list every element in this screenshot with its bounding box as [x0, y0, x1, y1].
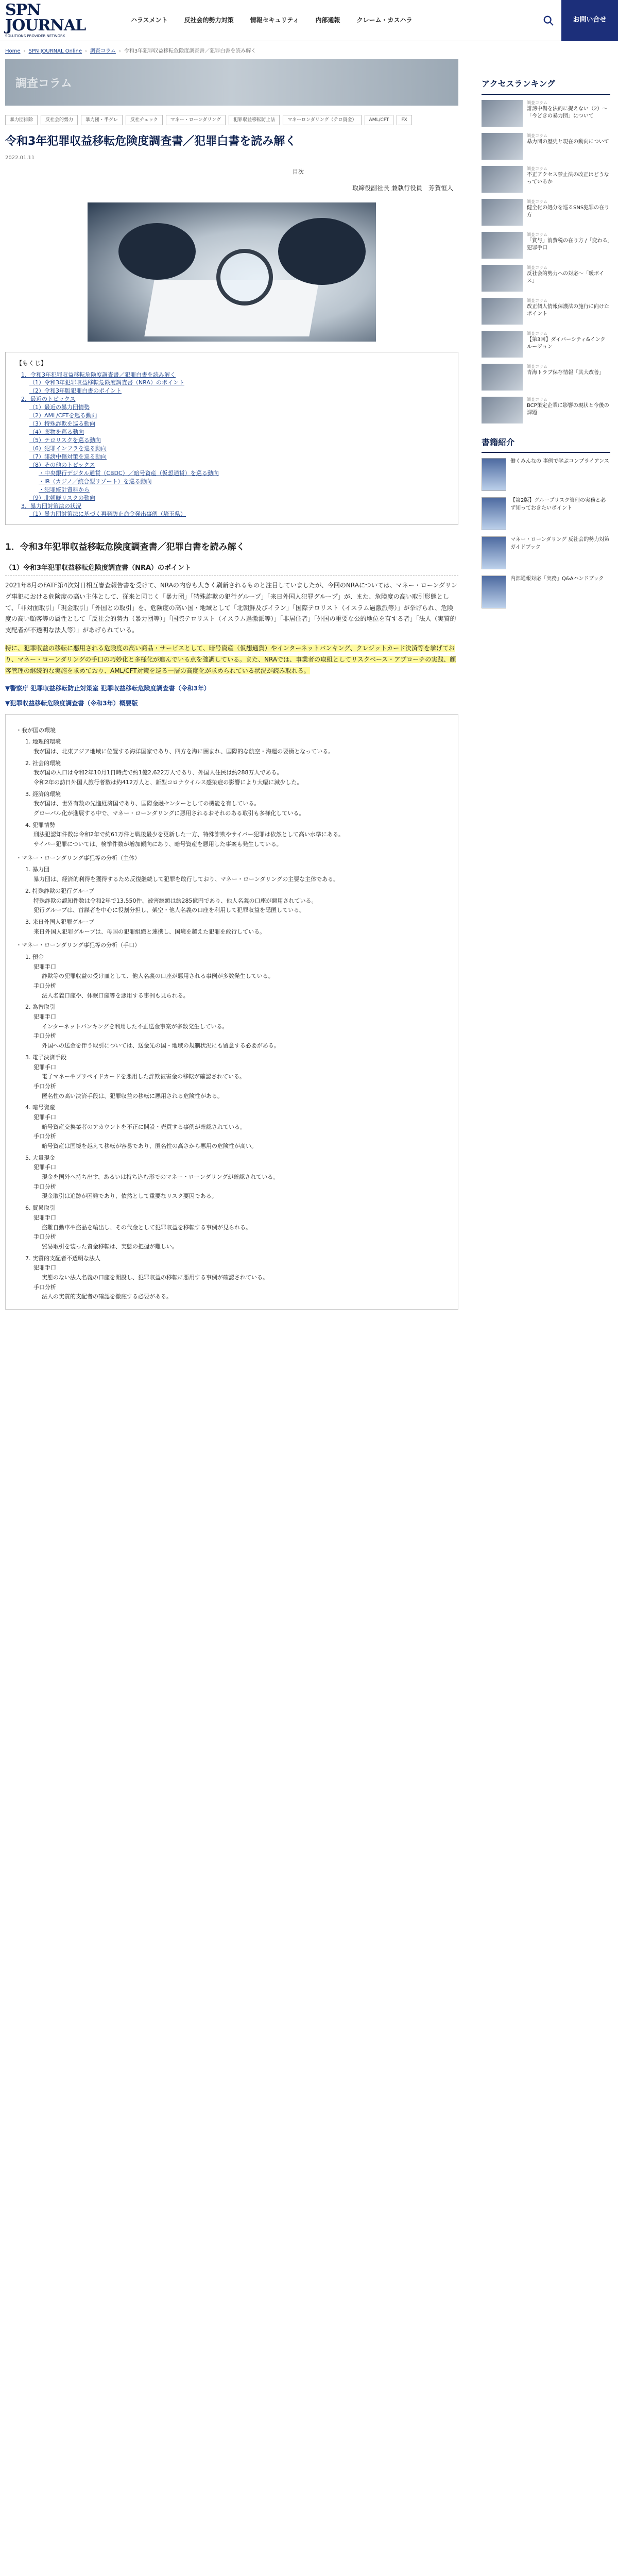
ranking-item[interactable] [482, 298, 610, 325]
tag-chip[interactable]: 暴力団排除 [5, 115, 38, 125]
toc-link[interactable]: ・犯罪統計資料から [39, 486, 90, 493]
tag-chip[interactable]: 反社会的勢力 [41, 115, 78, 125]
books-title: 書籍紹介 [482, 436, 610, 453]
summary-line: 法人名義口座や、休眠口座等を悪用する事例も見られる。 [42, 992, 189, 999]
summary-line: 犯罪手口 [33, 1113, 56, 1121]
ranking-headline: 青海トラブ保存情報「其大改善」 [527, 369, 604, 376]
ranking-thumbnail [482, 100, 523, 127]
summary-line: 手口分析 [33, 1082, 56, 1090]
ranking-headline: 【第3回】ダイバーシティ&インクルージョン [527, 336, 606, 350]
toc-item [16, 494, 448, 502]
summary-line: 匿名性の高い決済手段は、犯罪収益の移転に悪用される危険性がある。 [42, 1092, 223, 1099]
breadcrumb-separator: › [84, 48, 87, 54]
book-title: マネー・ローンダリング 反社会的勢力対策ガイドブック [510, 537, 610, 550]
summary-line: 犯罪手口 [33, 1214, 56, 1221]
summary-line: 実態のない法人名義の口座を開設し、犯罪収益の移転に悪用する事例が確認されている。 [42, 1274, 268, 1281]
summary-line: 刑法犯認知件数は令和2年で約61万件と戦後最少を更新した一方、特殊詐欺やサイバー犯罪は依然として高い水準にある。 [33, 831, 345, 838]
book-cover [482, 536, 506, 569]
toc-link[interactable]: （2）AML/CFTを巡る動向 [29, 412, 97, 419]
summary-line: インターネットバンキングを利用した不正送金事案が多数発生している。 [42, 1023, 228, 1030]
source-link-nra-summary[interactable]: ▼犯罪収益移転危険度調査書（令和3年）概要版 [5, 700, 138, 707]
toc-link[interactable]: （7）誹謗中傷対策を巡る動向 [29, 453, 107, 460]
toc-item [16, 469, 448, 478]
toc-title: 【もくじ】 [16, 360, 47, 367]
ranking-text-block [527, 331, 610, 358]
section-heading-1: 1．令和3年犯罪収益移転危険度調査書／犯罪白書を読み解く [5, 542, 245, 553]
summary-line: 犯罪手口 [33, 1264, 56, 1272]
ranking-text-block [527, 397, 610, 423]
summary-line: 現金を国外へ持ち出す、あるいは持ち込む形でのマネー・ローンダリングが確認されている。 [42, 1174, 279, 1181]
nav-item-antisocial[interactable]: 反社会的勢力対策 [184, 16, 234, 24]
ranking-item[interactable] [482, 133, 610, 160]
toc-item [16, 387, 448, 395]
book-item[interactable] [482, 536, 610, 569]
toc-link[interactable]: （1）最近の暴力団情勢 [29, 404, 90, 411]
ranking-text-block [527, 232, 610, 259]
summary-line: 来日外国人犯罪グループは、母国の犯罪組織と連携し、国境を越えた犯罪を敢行している。 [33, 928, 266, 935]
toc-link[interactable]: 2．最近のトピックス [21, 396, 76, 403]
nav-item-security[interactable]: 情報セキュリティ [250, 16, 299, 24]
ranking-thumbnail [482, 133, 523, 160]
summary-line: 我が国は、北東アジア地域に位置する海洋国家であり、四方を海に囲まれ、国際的な航空・海運の要衝となっている。 [33, 748, 334, 755]
tag-chip[interactable]: マネーロンダリング（テロ資金） [283, 115, 361, 125]
summary-line: 手口分析 [33, 1183, 56, 1190]
summary-line: 3. 来日外国人犯罪グループ [25, 918, 95, 925]
logo-sub-text: SOLUTIONS PROVIDER NETWORK [5, 34, 65, 38]
summary-line: 7. 実質的支配者不透明な法人 [25, 1255, 100, 1262]
book-item[interactable] [482, 458, 610, 491]
logo-main-text: SPN JOURNAL [5, 1, 86, 35]
toc-link[interactable]: （2）令和3年版犯罪白書のポイント [29, 387, 122, 395]
breadcrumb-column[interactable]: 調査コラム [90, 48, 116, 54]
ranking-category: 調査コラム [527, 133, 547, 138]
summary-line: 手口分析 [33, 1283, 56, 1291]
book-cover [482, 497, 506, 530]
toc-link[interactable]: ・中央銀行デジタル通貨（CBDC）／暗号資産（仮想通貨）を巡る動向 [39, 469, 219, 477]
toc-link[interactable]: ・IR（カジノ／統合型リゾート）を巡る動向 [39, 478, 152, 485]
book-item[interactable] [482, 575, 610, 608]
book-cover [482, 458, 506, 491]
tag-chip[interactable]: 暴力団・半グレ [81, 115, 123, 125]
toc-link[interactable]: （3）特殊詐欺を巡る動向 [29, 420, 95, 428]
ranking-thumbnail [482, 166, 523, 193]
ranking-item[interactable] [482, 166, 610, 193]
tag-chip[interactable]: 反社チェック [126, 115, 163, 125]
toc-link[interactable]: （6）犯罪インフラを巡る動向 [29, 445, 107, 452]
toc-item [16, 486, 448, 494]
toc-item [16, 478, 448, 486]
summary-line: 我が国の人口は令和2年10月1日時点で約1億2,622万人であり、外国人住民は約288万人である。 [33, 769, 283, 776]
hero-banner [5, 59, 458, 106]
ranking-headline: BCP策定企業に影響の現状と今後の課題 [527, 402, 609, 416]
toc-item [16, 510, 448, 518]
ranking-thumbnail [482, 331, 523, 358]
breadcrumb-home[interactable]: Home [5, 48, 21, 54]
ranking-thumbnail [482, 232, 523, 259]
summary-line: 法人の実質的支配者の確認を徹底する必要がある。 [42, 1293, 172, 1300]
toc-item [16, 412, 448, 420]
ranking-text-block [527, 199, 610, 226]
hero-ghost-text: 調査コラム [15, 77, 72, 90]
summary-line: 3. 電子決済手段 [25, 1054, 66, 1061]
toc-item [16, 403, 448, 412]
contact-button[interactable]: お問い合せ [561, 0, 618, 41]
nav-item-harassment[interactable]: ハラスメント [131, 16, 168, 24]
ranking-headline: 健全化の処分を巡るSNS犯罪の在り方 [527, 205, 610, 218]
toc-item [16, 379, 448, 387]
summary-line: 暴力団は、経済的利得を獲得するため反復継続して犯罪を敢行しており、マネー・ローンダリングの主要な主体である。 [33, 876, 339, 883]
tag-chip[interactable]: FX [397, 115, 411, 125]
breadcrumb-separator: › [118, 48, 121, 54]
toc-item [16, 428, 448, 436]
ranking-category: 調査コラム [527, 331, 547, 336]
summary-line: 現金取引は追跡が困難であり、依然として重要なリスク要因である。 [42, 1193, 217, 1200]
site-header [0, 0, 618, 41]
book-item[interactable] [482, 497, 610, 530]
tag-chip[interactable]: マネー・ローンダリング [166, 115, 226, 125]
ranking-thumbnail [482, 199, 523, 226]
ranking-item[interactable] [482, 331, 610, 358]
summary-line: 1. 預金 [25, 953, 44, 960]
summary-line: 貿易取引を装った資金移転は、実態の把握が難しい。 [42, 1243, 178, 1250]
nav-item-claim[interactable]: クレーム・カスハラ [356, 16, 413, 24]
ranking-category: 調査コラム [527, 364, 547, 369]
summary-line: 1. 暴力団 [25, 866, 49, 873]
summary-line: 5. 大量現金 [25, 1154, 55, 1161]
ranking-text-block [527, 364, 604, 391]
ranking-thumbnail [482, 397, 523, 423]
global-nav [124, 12, 536, 28]
summary-line: 電子マネーやプリペイドカードを悪用した詐欺被害金の移転が確認されている。 [42, 1073, 246, 1080]
summary-line: 手口分析 [33, 982, 56, 990]
toc-link[interactable]: 3．暴力団対策法の状況 [21, 502, 81, 510]
toc-item [16, 395, 448, 403]
byline [5, 167, 304, 177]
author-name: 取締役副社長 兼執行役員 芳賀恒人 [352, 184, 453, 192]
ranking-item[interactable] [482, 364, 610, 391]
ranking-thumbnail [482, 265, 523, 292]
article-paragraph: 2021年8月のFATF第4次対日相互審査報告書を受けて、NRAの内容も大きく刷新されるものと注目していましたが、今回のNRAについては、マネー・ローンダリング事犯における危険度の高い主体として、従来と同じく「暴力団」「特殊詐欺の犯行グループ」「来日外国人犯罪グループ」が、また、危険度の高い取引形態として、「非対面取引」「現金取引」「外国との取引」を、危険度の高い国・地域として「北朝鮮及びイラン」「国際テロリスト（イスラム過激派等）」が挙げられ、危険度の高い顧客等の属性として「反社会的勢力（暴力団等）」「国際テロリスト（イスラム過激派等）」「非居住者」「外国の重要な公的地位を有する者」「法人（実質的支配者が不透明な法人等）」があげられている。 [5, 582, 457, 634]
summary-line: 手口分析 [33, 1133, 56, 1140]
table-of-contents [5, 352, 458, 525]
toc-link[interactable]: （1）暴力団対策法に基づく再発防止命令発出事例（埼玉県） [29, 511, 186, 518]
ranking-item[interactable] [482, 199, 610, 226]
quoted-summary-box [5, 714, 458, 1310]
toc-link[interactable]: （5）テロリスクを巡る動向 [29, 437, 101, 444]
article-paragraph [5, 643, 458, 676]
ranking-category: 調査コラム [527, 298, 547, 303]
ranking-category: 調査コラム [527, 100, 547, 105]
summary-line: 犯罪手口 [33, 963, 56, 970]
ranking-title: アクセスランキング [482, 77, 610, 95]
nav-item-whistleblow[interactable]: 内部通報 [315, 16, 340, 24]
ranking-headline: 暴力団の歴史と現在の動向について [527, 139, 609, 145]
toc-list [16, 371, 448, 519]
ranking-category: 調査コラム [527, 199, 547, 204]
byline-category: 目次 [293, 168, 304, 175]
ranking-item[interactable] [482, 397, 610, 423]
ranking-headline: 「賞与」消費税の在り方 /「変わる」犯罪手口 [527, 238, 610, 251]
summary-line: 盗難自動車や盗品を輸出し、その代金として犯罪収益を移転する事例が見られる。 [42, 1224, 251, 1231]
tag-list [5, 115, 458, 125]
summary-line: 6. 貿易取引 [25, 1205, 55, 1212]
summary-line: ・マネー・ローンダリング事犯等の分析（手口） [16, 942, 141, 949]
toc-link[interactable]: （4）薬物を巡る動向 [29, 429, 84, 436]
sidebar [482, 77, 610, 615]
summary-line: 犯行グループは、首謀者を中心に役割分担し、架空・他人名義の口座を利用して犯罪収益を隠匿している。 [33, 907, 305, 914]
toc-item [16, 453, 448, 461]
toc-item [16, 502, 448, 511]
summary-line: 暗号資産交換業者のアカウントを不正に開設・売買する事例が確認されている。 [42, 1123, 246, 1130]
summary-line: 2. 為替取引 [25, 1004, 55, 1011]
toc-link[interactable]: （9）北朝鮮リスクの動向 [29, 494, 95, 501]
ranking-headline: 誹謗中傷を法的に捉えない（2）～「今どきの暴力団」について [527, 106, 608, 119]
book-title: 内部通報対応「実務」Q&Aハンドブック [510, 576, 604, 582]
site-logo[interactable] [5, 3, 108, 38]
summary-line: 手口分析 [33, 1032, 56, 1040]
article-hero-image [88, 202, 376, 342]
tag-chip[interactable]: AML/CFT [365, 115, 394, 125]
summary-line: 特殊詐欺の認知件数は令和2年で13,550件、被害総額は約285億円であり、他人名義の口座が悪用されている。 [33, 897, 317, 904]
ranking-thumbnail [482, 298, 523, 325]
toc-item [16, 420, 448, 428]
ranking-item[interactable] [482, 100, 610, 127]
breadcrumb-journal[interactable]: SPN JOURNAL Online [28, 48, 82, 54]
summary-line: 4. 犯罪情勢 [25, 821, 55, 828]
breadcrumb-current: 令和3年犯罪収益移転危険度調査書／犯罪白書を読み解く [124, 48, 256, 54]
ranking-category: 調査コラム [527, 397, 547, 402]
toc-link[interactable]: （1）令和3年犯罪収益移転危険度調査書（NRA）のポイント [29, 379, 184, 386]
summary-line: 犯罪手口 [33, 1013, 56, 1021]
publish-date: 2022.01.11 [5, 155, 35, 161]
ranking-text-block [527, 133, 609, 160]
breadcrumb-separator: › [23, 48, 26, 54]
toc-item [16, 436, 448, 445]
summary-line: 1. 地理的環境 [25, 738, 61, 745]
toc-item [16, 445, 448, 453]
ranking-item[interactable] [482, 265, 610, 292]
ranking-text-block [527, 166, 610, 193]
ranking-headline: 反社会的勢力への対応～「暖ボイス」 [527, 270, 604, 284]
summary-line: 令和2年の訪日外国人旅行者数は約412万人と、新型コロナウイルス感染症の影響により大幅に減少した。 [33, 778, 303, 786]
ranking-headline: 改正個人情報保護法の施行に向けたポイント [527, 303, 609, 317]
summary-line: 外国への送金を伴う取引については、送金先の国・地域の規制状況にも留意する必要がある。 [42, 1042, 280, 1049]
summary-line: 2. 社会的環境 [25, 759, 61, 767]
ranking-text-block [527, 100, 610, 127]
ranking-category: 調査コラム [527, 265, 547, 270]
search-icon[interactable] [543, 15, 554, 26]
summary-line: 犯罪手口 [33, 1063, 56, 1071]
toc-link[interactable]: 1．令和3年犯罪収益移転危険度調査書／犯罪白書を読み解く [21, 371, 176, 378]
ranking-headline: 不正アクセス禁止法の改正はどうなっているか [527, 172, 609, 185]
tag-chip[interactable]: 犯罪収益移転防止法 [229, 115, 280, 125]
ranking-text-block [527, 298, 610, 325]
article-main [0, 59, 464, 1325]
summary-line: 4. 暗号資産 [25, 1104, 55, 1111]
ranking-item[interactable] [482, 232, 610, 259]
book-cover [482, 575, 506, 608]
summary-line: ・我が国の環境 [16, 726, 56, 734]
highlighted-text: 特に、犯罪収益の移転に悪用される危険度の高い商品・サービスとして、暗号資産（仮想通貨）やインターネットバンキング、クレジットカード決済等を挙げており、マネー・ローンダリングの手口の巧妙化と多様化が進んでいる点を強調している。また、NRAでは、事業者の取組としてリスクベース・アプローチの実践、顧客管理の継続的な実施を求めており、AML/CFT対策を巡る一層の高度化が求められている状況が読み取れる。 [5, 645, 456, 674]
summary-line: 我が国は、世界有数の先進経済国であり、国際金融センターとしての機能を有している。 [33, 800, 260, 807]
summary-line: 手口分析 [33, 1233, 56, 1241]
toc-item [16, 371, 448, 379]
summary-line: 暗号資産は国境を越えて移転が容易であり、匿名性の高さから悪用の危険性が高い。 [42, 1143, 257, 1150]
breadcrumb [5, 47, 256, 56]
toc-item [16, 461, 448, 469]
subsection-heading-nra: （1）令和3年犯罪収益移転危険度調査書（NRA）のポイント [5, 563, 458, 577]
summary-line: 犯罪手口 [33, 1164, 56, 1171]
ranking-text-block [527, 265, 610, 292]
book-title: 働くみんなの 事例で学ぶコンプライアンス [510, 459, 609, 465]
summary-line: 2. 特殊詐欺の犯行グループ [25, 887, 95, 894]
book-list [482, 458, 610, 608]
summary-line: 詐欺等の犯罪収益の受け皿として、他人名義の口座が悪用される事例が多数発生している。 [42, 973, 274, 980]
ranking-category: 調査コラム [527, 166, 547, 171]
ranking-thumbnail [482, 364, 523, 391]
page-title: 令和3年犯罪収益移転危険度調査書／犯罪白書を読み解く [5, 135, 297, 148]
toc-link[interactable]: （8）その他のトピックス [29, 461, 95, 468]
summary-line: 3. 経済的環境 [25, 790, 61, 798]
summary-line: ・マネー・ローンダリング事犯等の分析（主体） [16, 854, 141, 861]
ranking-list [482, 100, 610, 423]
summary-line: サイバー犯罪については、検挙件数が増加傾向にあり、暗号資産を悪用した事案も発生している。 [33, 841, 282, 848]
book-title: 【第2版】グループリスク管理の実務と必ず知っておきたいポイント [510, 498, 606, 511]
summary-line: グローバル化が進展する中で、マネー・ローンダリングに悪用されるおそれのある取引も多様化している。 [33, 810, 305, 817]
ranking-category: 調査コラム [527, 232, 547, 237]
source-link-nra[interactable]: ▼警察庁 犯罪収益移転防止対策室 犯罪収益移転危険度調査書（令和3年） [5, 685, 210, 692]
